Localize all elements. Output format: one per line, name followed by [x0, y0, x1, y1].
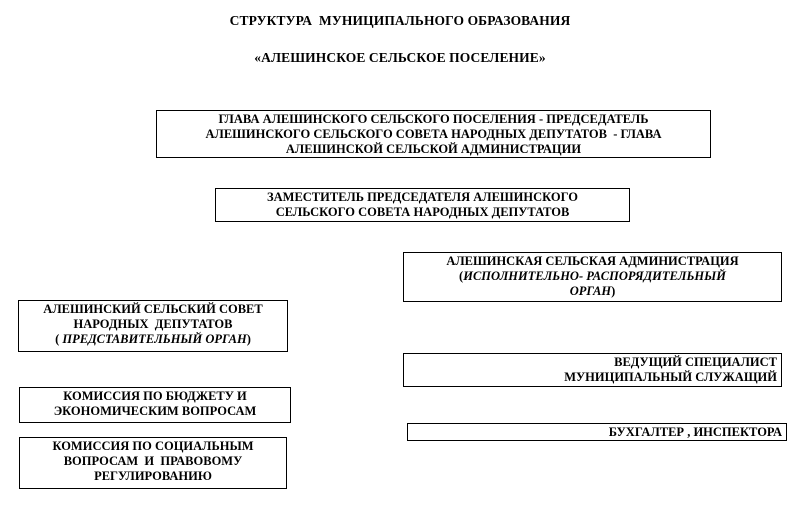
administration-role-italic-1: ИСПОЛНИТЕЛЬНО- РАСПОРЯДИТЕЛЬНЫЙ [463, 269, 726, 283]
administration-box [403, 252, 782, 302]
diagram-title-line-2: «АЛЕШИНСКОЕ СЕЛЬСКОЕ ПОСЕЛЕНИЕ» [254, 50, 546, 65]
head-of-settlement-line-1: ГЛАВА АЛЕШИНСКОГО СЕЛЬСКОГО ПОСЕЛЕНИЯ - ПРЕДСЕДАТЕЛЬ [218, 112, 649, 126]
council-role-italic: ПРЕДСТАВИТЕЛЬНЫЙ ОРГАН [62, 332, 247, 346]
social-commission-line-3: РЕГУЛИРОВАНИЮ [94, 469, 212, 483]
social-commission-box [19, 437, 287, 489]
diagram-title-line-1: СТРУКТУРА МУНИЦИПАЛЬНОГО ОБРАЗОВАНИЯ [229, 13, 571, 28]
head-of-settlement-line-3: АЛЕШИНСКОЙ СЕЛЬСКОЙ АДМИНИСТРАЦИИ [285, 142, 582, 156]
lead-specialist-box [403, 353, 782, 387]
administration-role-italic-2: ОРГАН [569, 284, 612, 298]
social-commission-line-2: ВОПРОСАМ И ПРАВОВОМУ [63, 454, 243, 468]
administration-paren-open: ( [459, 269, 464, 283]
accountant-line-1: БУХГАЛТЕР , ИНСПЕКТОРА [608, 425, 782, 439]
council-line-1: АЛЕШИНСКИЙ СЕЛЬСКИЙ СОВЕТ [43, 302, 263, 316]
social-commission-line-1: КОМИССИЯ ПО СОЦИАЛЬНЫМ [52, 439, 254, 453]
council-box [18, 300, 288, 352]
budget-commission-line-2: ЭКОНОМИЧЕСКИМ ВОПРОСАМ [53, 404, 257, 418]
budget-commission-line-1: КОМИССИЯ ПО БЮДЖЕТУ И [63, 389, 247, 403]
council-line-3 [23, 332, 283, 347]
budget-commission-box [19, 387, 291, 423]
council-paren-close: ) [246, 332, 251, 346]
administration-paren-close: ) [611, 284, 616, 298]
head-of-settlement-box [156, 110, 711, 158]
council-paren-open: ( [55, 332, 63, 346]
administration-line-3 [408, 284, 777, 299]
council-line-2: НАРОДНЫХ ДЕПУТАТОВ [73, 317, 233, 331]
lead-specialist-line-1: ВЕДУЩИЙ СПЕЦИАЛИСТ [614, 355, 777, 369]
deputy-chairman-box [215, 188, 630, 222]
head-of-settlement-line-2: АЛЕШИНСКОГО СЕЛЬСКОГО СОВЕТА НАРОДНЫХ ДЕПУТАТОВ - ГЛАВА [205, 127, 662, 141]
administration-line-1: АЛЕШИНСКАЯ СЕЛЬСКАЯ АДМИНИСТРАЦИЯ [446, 254, 739, 268]
administration-line-2 [408, 269, 777, 284]
lead-specialist-line-2: МУНИЦИПАЛЬНЫЙ СЛУЖАЩИЙ [564, 370, 777, 384]
deputy-chairman-line-1: ЗАМЕСТИТЕЛЬ ПРЕДСЕДАТЕЛЯ АЛЕШИНСКОГО [267, 190, 578, 204]
accountant-box [407, 423, 787, 441]
deputy-chairman-line-2: СЕЛЬСКОГО СОВЕТА НАРОДНЫХ ДЕПУТАТОВ [275, 205, 570, 219]
